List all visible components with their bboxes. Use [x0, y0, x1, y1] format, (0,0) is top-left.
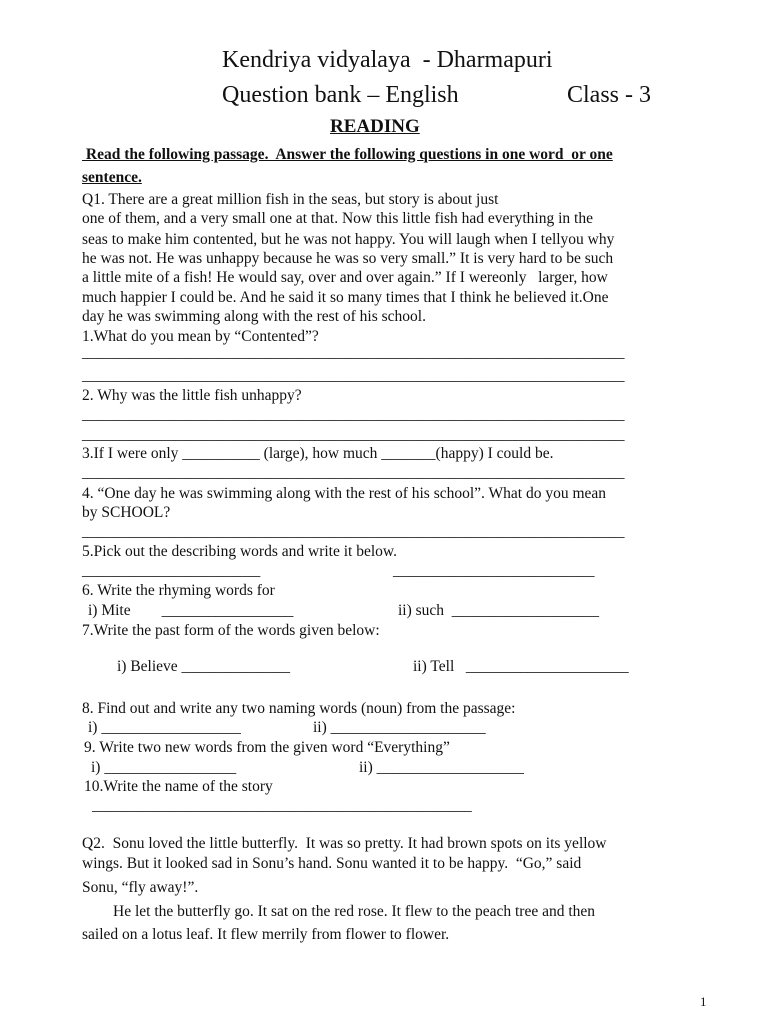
question-9-part-ii: ii) ___________________: [359, 759, 524, 776]
question-9-part-i: i) _________________: [91, 759, 237, 776]
question-6-part-ii: ii) such ___________________: [398, 602, 600, 619]
question-7: 7.Write the past form of the words given below:: [82, 622, 380, 639]
question-2: 2. Why was the little fish unhappy?: [82, 387, 302, 404]
answer-line-q3: ______________________________________________________________________: [82, 464, 625, 481]
section-heading: READING: [330, 116, 420, 137]
answer-line-q10: _________________________________________________: [92, 797, 472, 814]
instruction-line-2: sentence.: [82, 169, 142, 186]
question-8-part-i: i) __________________: [88, 719, 241, 736]
question-9: 9. Write two new words from the given word “Everything”: [84, 739, 450, 756]
question-4-line-1: 4. “One day he was swimming along with the rest of his school”. What do you mean: [82, 485, 607, 502]
question-6-part-i: i) Mite _________________: [88, 602, 294, 619]
document-title: Question bank – English: [222, 82, 459, 108]
passage2-line-3: Sonu, “fly away!”.: [82, 879, 199, 896]
answer-line-q2-a: ______________________________________________________________________: [82, 406, 625, 423]
question-5: 5.Pick out the describing words and write it below.: [82, 543, 397, 560]
passage1-line-3: seas to make him contented, but he was not happy. You will laugh when I tellyou why: [82, 231, 615, 248]
passage1-line-4: he was not. He was unhappy because he was so very small.” It is very hard to be such: [82, 250, 614, 267]
question-8-part-ii: ii) ____________________: [313, 719, 486, 736]
school-name: Kendriya vidyalaya - Dharmapuri: [222, 47, 553, 73]
passage1-line-2: one of them, and a very small one at that. Now this little fish had everything in the: [82, 210, 593, 227]
passage1-line-5: a little mite of a fish! He would say, over and over again.” If I wereonly larger, how: [82, 269, 608, 286]
passage2-line-5: sailed on a lotus leaf. It flew merrily from flower to flower.: [82, 926, 450, 943]
passage1-line-6: much happier I could be. And he said it so many times that I think he believed it.One: [82, 289, 609, 306]
passage1-line-7: day he was swimming along with the rest of his school.: [82, 308, 426, 325]
answer-line-q4: ______________________________________________________________________: [82, 523, 625, 540]
answer-line-q1-b: ______________________________________________________________________: [82, 367, 625, 384]
passage2-line-2: wings. But it looked sad in Sonu’s hand. Sonu wanted it to be happy. “Go,” said: [82, 855, 582, 872]
question-4-line-2: by SCHOOL?: [82, 504, 171, 521]
page-number: 1: [700, 994, 707, 1009]
answer-line-q5-left: _______________________: [82, 562, 261, 579]
question-10: 10.Write the name of the story: [84, 778, 273, 795]
passage2-line-4: He let the butterfly go. It sat on the red rose. It flew to the peach tree and then: [82, 903, 596, 920]
answer-line-q5-right: __________________________: [393, 562, 595, 579]
question-7-part-i: i) Believe ______________: [117, 658, 291, 675]
answer-line-q2-b: ______________________________________________________________________: [82, 426, 625, 443]
question-8: 8. Find out and write any two naming words (noun) from the passage:: [82, 700, 516, 717]
class-label: Class - 3: [567, 82, 651, 108]
passage2-line-1: Q2. Sonu loved the little butterfly. It was so pretty. It had brown spots on its yellow: [82, 835, 607, 852]
question-6: 6. Write the rhyming words for: [82, 582, 275, 599]
answer-line-q1-a: ______________________________________________________________________: [82, 344, 625, 361]
question-7-part-ii: ii) Tell _____________________: [413, 658, 629, 675]
passage1-line-1: Q1. There are a great million fish in the seas, but story is about just: [82, 191, 499, 208]
question-1: 1.What do you mean by “Contented”?: [82, 328, 319, 345]
question-3: 3.If I were only __________ (large), how much _______(happy) I could be.: [82, 445, 554, 462]
instruction-line-1: Read the following passage. Answer the following questions in one word or one: [82, 146, 613, 163]
